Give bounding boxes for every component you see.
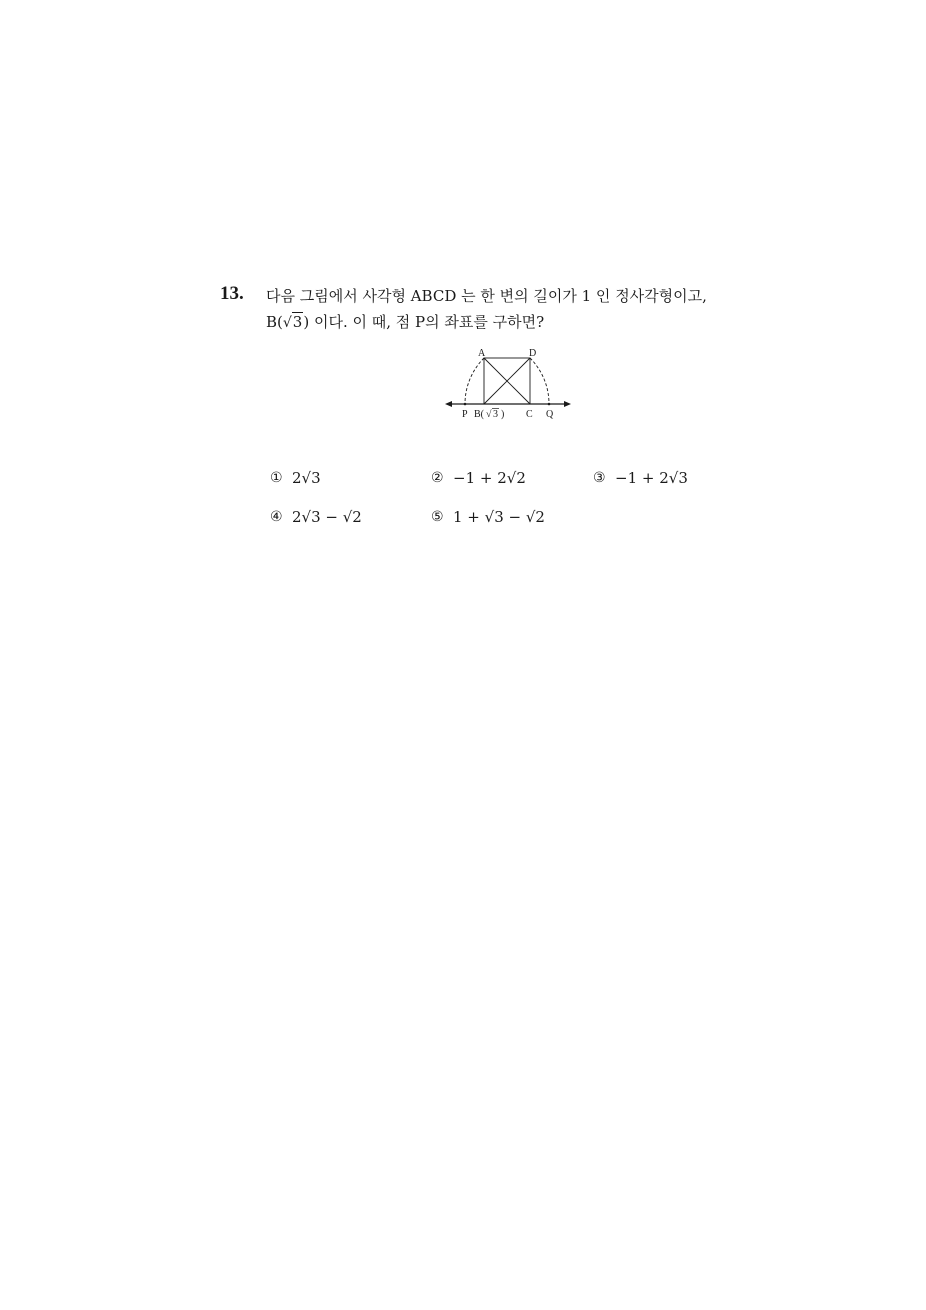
arc-from-a-to-p: [465, 358, 484, 404]
radicand: 3: [292, 313, 303, 331]
question-number: 13.: [220, 283, 244, 304]
question-text-line1: 다음 그림에서 사각형 ABCD 는 한 변의 길이가 1 인 정사각형이고,: [266, 287, 707, 305]
point-q: [548, 403, 551, 406]
choice-2[interactable]: [431, 469, 526, 487]
question-text-prefix: B(: [266, 313, 283, 331]
label-b-radicand: 3: [493, 409, 498, 420]
choice-5[interactable]: [431, 508, 545, 526]
question-text-line2: [266, 311, 544, 332]
choice-4-text: 2√3 − √2: [292, 508, 362, 526]
label-b-radical: √: [486, 409, 492, 420]
radical-sign: √: [282, 315, 292, 331]
number-line-right-arrow: [564, 401, 571, 407]
number-line-left-arrow: [445, 401, 452, 407]
choice-3-text: −1 + 2√3: [615, 469, 688, 487]
label-q: Q: [546, 409, 554, 420]
arc-from-d-to-q: [530, 358, 549, 404]
choice-3[interactable]: [593, 469, 688, 487]
sqrt-expression: [283, 313, 303, 331]
choice-1[interactable]: [270, 469, 321, 487]
choice-5-text: 1 + √3 − √2: [453, 508, 545, 526]
choice-4-marker: ④: [270, 509, 283, 525]
label-b-close: ): [501, 409, 505, 420]
choice-2-text: −1 + 2√2: [453, 469, 526, 487]
figure-svg: [443, 343, 573, 425]
choice-2-marker: ②: [431, 470, 444, 486]
point-p: [464, 403, 467, 406]
choice-5-marker: ⑤: [431, 509, 444, 525]
square-number-line-figure: [443, 343, 573, 425]
label-d: D: [529, 348, 537, 359]
choice-1-text: 2√3: [292, 469, 321, 487]
label-a: A: [478, 348, 486, 359]
choice-4[interactable]: [270, 508, 362, 526]
question-text-suffix: ) 이다. 이 때, 점 P의 좌표를 구하면?: [303, 313, 545, 331]
label-p: P: [462, 409, 468, 420]
label-b-open: B(: [474, 409, 484, 420]
choice-3-marker: ③: [593, 470, 606, 486]
choice-1-marker: ①: [270, 470, 283, 486]
label-c: C: [526, 409, 533, 420]
